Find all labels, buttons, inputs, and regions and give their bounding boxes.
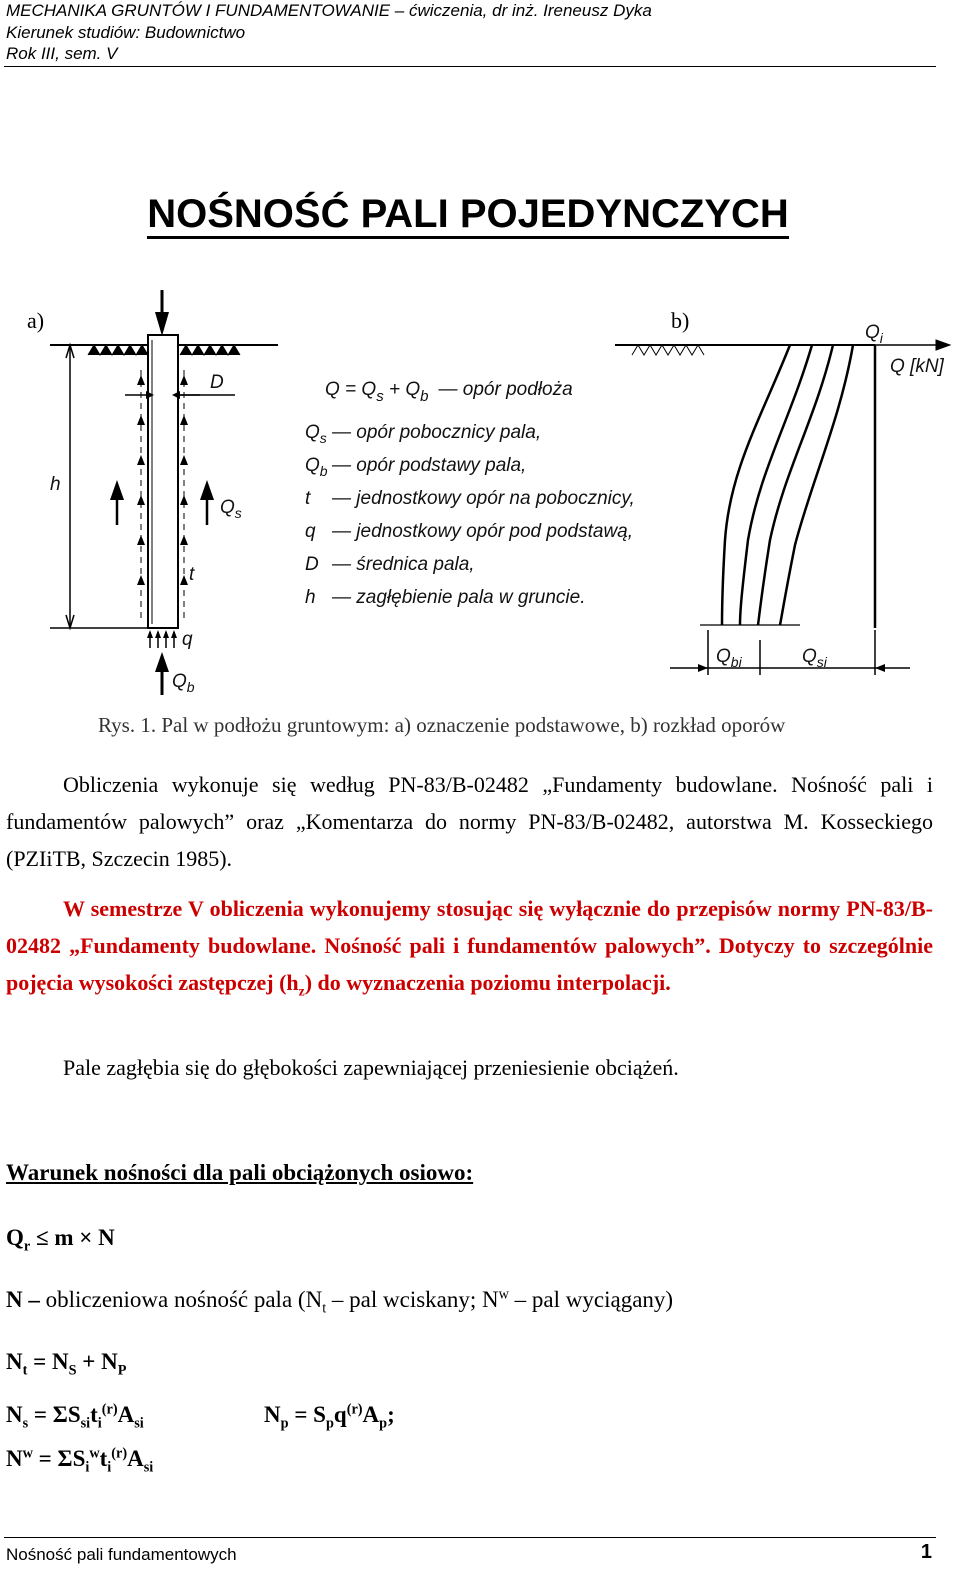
page-number: 1 bbox=[920, 1541, 932, 1563]
nt-formula: $N_t = N_S + N_P$ bbox=[6, 1349, 127, 1379]
unit-shaft-label: t bbox=[189, 564, 195, 585]
unit-base-label: q bbox=[182, 629, 193, 650]
shaft-resistance-i-label: $Q_{si}$ bbox=[802, 646, 827, 670]
page-title-text: NOŚNOŚĆ PALI POJEDYNCZYCH bbox=[147, 192, 789, 239]
legend-item: t — jednostkowy opór na pobocznicy, bbox=[305, 488, 635, 509]
section-heading: Warunek nośności dla pali obciążonych osiowo: bbox=[6, 1160, 474, 1185]
base-resistance-i-label: $Q_{bi}$ bbox=[716, 646, 742, 670]
header-course: MECHANIKA GRUNTÓW I FUNDAMENTOWANIE – ćwiczenia, dr inż. Ireneusz Dyka bbox=[6, 1, 652, 20]
footer-text: Nośność pali fundamentowych bbox=[6, 1545, 237, 1564]
page-title bbox=[0, 190, 960, 239]
document-header bbox=[6, 0, 652, 65]
ground-hatch-b bbox=[632, 345, 704, 355]
legend-item: q — jednostkowy opór pod podstawą, bbox=[305, 521, 634, 542]
np-formula: $N_p = S_pq^{(r)}A_p$; bbox=[264, 1401, 395, 1432]
legend-item: $Q_s$ — opór pobocznicy pala, bbox=[305, 422, 542, 446]
header-rule bbox=[4, 66, 936, 67]
depth-label: h bbox=[50, 474, 61, 495]
footer-rule bbox=[4, 1537, 936, 1538]
diameter-label: D bbox=[210, 372, 224, 393]
axial-load-arrow bbox=[155, 290, 169, 336]
bearing-condition-formula: $Q_r \le m \times N$ bbox=[6, 1225, 115, 1255]
n-definition: N – obliczeniowa nośność pala ($N_t$ – pal wciskany; $N^w$ – pal wyciągany) bbox=[6, 1286, 674, 1317]
figure-label-b: b) bbox=[671, 308, 690, 333]
legend-item: $Q_b$ — opór podstawy pala, bbox=[305, 455, 527, 479]
figure-legend bbox=[305, 422, 635, 608]
figure-formula: $Q = Q_s + Q_b$ — opór podłoża bbox=[325, 379, 573, 405]
header-year: Rok III, sem. V bbox=[6, 44, 118, 63]
resistance-dimension bbox=[670, 630, 910, 675]
pile-figure bbox=[0, 280, 960, 750]
ns-formula: $N_s = \Sigma S_{si}t_i^{(r)}A_{si}$ bbox=[6, 1401, 144, 1432]
q-axis bbox=[700, 340, 950, 350]
legend-item: D — średnica pala, bbox=[305, 554, 475, 575]
intro-paragraph: Obliczenia wykonuje się według PN-83/B-02482 „Fundamenty budowlane. Nośność pali i fundamentów palowych” oraz „Komentarza do normy PN-83/B-02482, autorstwa M. Kosseckiego (PZIiTB, Szczecin 1985). bbox=[6, 772, 933, 871]
header-field: Kierunek studiów: Budownictwo bbox=[6, 22, 246, 42]
figure-caption: Rys. 1. Pal w podłożu gruntowym: a) oznaczenie podstawowe, b) rozkład oporów bbox=[98, 713, 786, 737]
resistance-curves bbox=[722, 345, 875, 628]
shaft-resistance-label: $Q_s$ bbox=[220, 497, 242, 521]
base-resistance-label: $Q_b$ bbox=[172, 671, 195, 695]
depth-dimension bbox=[50, 345, 148, 628]
q-axis-label: Q [kN] bbox=[890, 356, 944, 377]
depth-paragraph: Pale zagłębia się do głębokości zapewniającej przeniesienie obciążeń. bbox=[63, 1055, 679, 1080]
nw-formula: $N^w = \Sigma S_i^wt_i^{(r)}A_{si}$ bbox=[6, 1445, 154, 1476]
figure-label-a: a) bbox=[27, 308, 45, 333]
legend-item: h — zagłębienie pala w gruncie. bbox=[305, 587, 586, 608]
load-label: $Q_i$ bbox=[865, 322, 883, 346]
semester-note-paragraph: W semestrze V obliczenia wykonujemy stosując się wyłącznie do przepisów normy PN-83/B-02482 „Fundamenty budowlane. Nośność pali i fundamentów palowych”. Dotyczy to szczególnie pojęcia wysokości zastępczej $(h_z)$ do wyznaczenia poziomu interpolacji. bbox=[6, 896, 933, 999]
